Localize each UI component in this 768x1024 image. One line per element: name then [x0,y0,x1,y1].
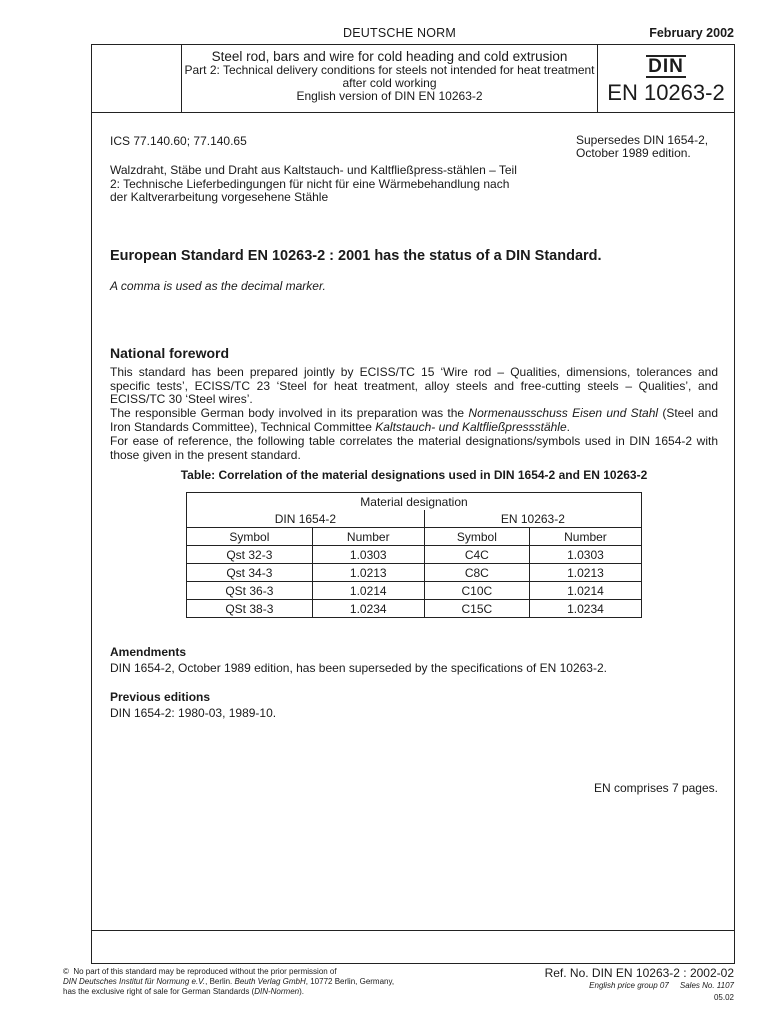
din-number-cell: 1.0303 [312,546,424,564]
copyright-address: , 10772 Berlin, Germany, [305,977,395,986]
previous-editions-heading: Previous editions [110,690,211,704]
din-symbol-cell: QSt 38-3 [187,600,313,618]
standard-number: EN 10263-2 [607,80,725,105]
en-symbol-cell: C10C [424,582,529,600]
correlation-table [186,492,642,618]
table-row [187,546,642,564]
copyright-din: DIN Deutsches Institut für Normung e.V. [63,977,206,986]
title-part: Part 2: Technical delivery conditions for steels not intended for heat treatment after cold working [184,63,595,90]
foreword-paragraph-1: This standard has been prepared jointly by ECISS/TC 15 ‘Wire rod – Qualities, dimensions, tolerances and specific tests’, ECISS/TC 23 ‘Steel for heat treatment, alloy steels and free-cutting steels – Qualities’, and ECISS/TC 30 ‘Steel wires’. [110,365,718,406]
table-caption: Table: Correlation of the material designations used in DIN 1654-2 and EN 10263-2 [180,468,648,482]
din-logo [600,55,732,78]
table-col-din-symbol: Symbol [187,528,313,546]
supersedes-line-2: October 1989 edition. [576,146,691,160]
title-version: English version of DIN EN 10263-2 [296,89,483,103]
table-col-en-symbol: Symbol [424,528,529,546]
en-number-cell: 1.0213 [529,564,641,582]
en-symbol-cell: C15C [424,600,529,618]
title-main: Steel rod, bars and wire for cold heading and cold extrusion [211,49,568,64]
ics-codes: ICS 77.140.60; 77.140.65 [110,134,247,148]
copyright-line-3a: has the exclusive right of sale for German Standards ( [63,987,255,996]
edition-code: 05.02 [713,993,734,1002]
foreword-heading: National foreword [110,345,230,361]
footer-divider [91,930,735,931]
din-number-cell: 1.0234 [312,600,424,618]
din-number-cell: 1.0213 [312,564,424,582]
amendments-text: DIN 1654-2, October 1989 edition, has been superseded by the specifications of EN 10263-2. [110,661,607,675]
header-divider-right [597,44,598,113]
copyright-icon: © [63,967,69,976]
status-statement: European Standard EN 10263-2 : 2001 has the status of a DIN Standard. [110,248,602,264]
copyright-berlin: , Berlin. [205,977,235,986]
din-symbol-cell: QSt 36-3 [187,582,313,600]
table-din-group: DIN 1654-2 [187,510,425,528]
german-title: Walzdraht, Stäbe und Draht aus Kaltstauch- und Kaltfließpress-stählen – Teil 2: Technische Lieferbedingungen für nicht für eine Wärmebehandlung nach der Kaltverarbeitung vorgesehene Stähle [110,163,517,204]
din-symbol-cell: Qst 32-3 [187,546,313,564]
page-count-note: EN comprises 7 pages. [593,781,718,795]
copyright-line-3c: ). [299,987,304,996]
en-number-cell: 1.0234 [529,600,641,618]
din-number-cell: 1.0214 [312,582,424,600]
norm-label: DEUTSCHE NORM [343,26,457,40]
amendments-heading: Amendments [110,645,187,659]
foreword-p2-text-a: The responsible German body involved in its preparation was the [110,406,469,420]
foreword-p2-text-c: (Steel and Iron Standards Committee), Technical Committee [110,406,718,434]
din-symbol-cell: Qst 34-3 [187,564,313,582]
foreword-p2-technical-committee: Kaltstauch- und Kaltfließpressstähle [375,419,567,434]
en-symbol-cell: C8C [424,564,529,582]
publication-date: February 2002 [649,26,734,40]
copyright-line-1: No part of this standard may be reproduced without the prior permission of [73,967,337,976]
title-block [183,50,596,103]
price-group: English price group 07 Sales No. 1107 [589,981,734,990]
foreword-paragraph-2 [110,407,718,434]
table-row [187,600,642,618]
en-number-cell: 1.0214 [529,582,641,600]
table-row [187,582,642,600]
table-col-din-number: Number [312,528,424,546]
en-symbol-cell: C4C [424,546,529,564]
reference-number: Ref. No. DIN EN 10263-2 : 2002-02 [544,966,734,980]
foreword-p2-text-e: . [566,419,570,434]
foreword-paragraph-3: For ease of reference, the following table correlates the material designations/symbols used in DIN 1654-2 with those given in the present standard. [110,434,718,462]
previous-editions-text: DIN 1654-2: 1980-03, 1989-10. [110,706,277,720]
header-divider-left [181,44,182,113]
table-en-group: EN 10263-2 [424,510,641,528]
en-number-cell: 1.0303 [529,546,641,564]
copyright-beuth: Beuth Verlag GmbH [234,977,306,986]
supersedes-line-1: Supersedes DIN 1654-2, [576,133,709,147]
supersedes-note [576,134,708,160]
table-col-en-number: Number [529,528,641,546]
table-row [187,564,642,582]
foreword-p2-committee: Normenausschuss Eisen und Stahl [468,406,659,420]
decimal-note: A comma is used as the decimal marker. [110,279,326,293]
copyright-din-normen: DIN-Normen [254,987,300,996]
table-group-header: Material designation [187,493,642,511]
din-logo-text: DIN [648,56,684,77]
copyright-notice [63,967,493,997]
